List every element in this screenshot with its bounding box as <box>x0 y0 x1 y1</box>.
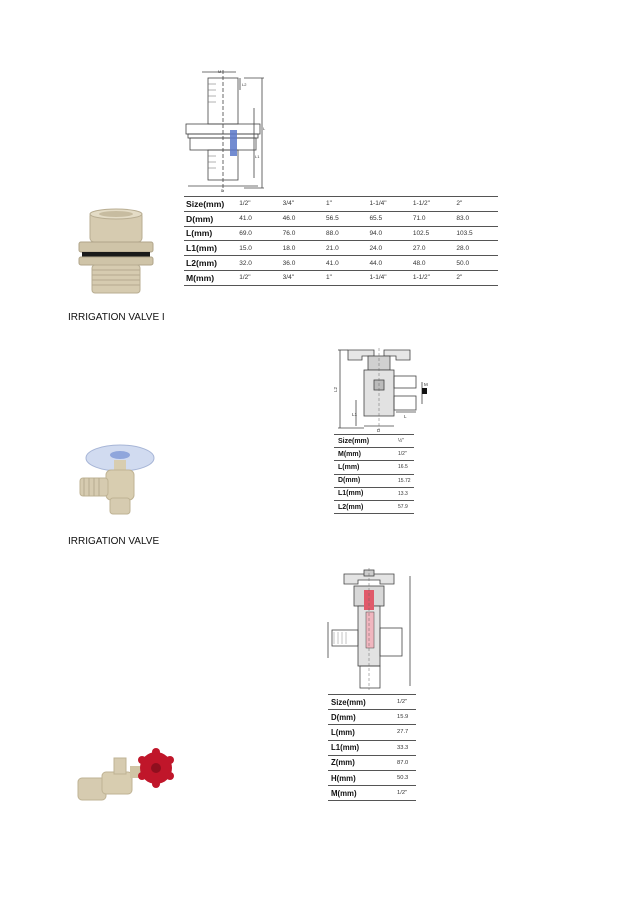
table-row <box>328 710 416 725</box>
drawing-label-d: D <box>221 188 224 193</box>
cell: 1/2" <box>398 451 407 458</box>
cell: 27.0 <box>412 244 426 252</box>
drawing-label-l2: L2 <box>333 386 338 392</box>
cell: 56.5 <box>326 215 339 223</box>
drawing-label-l1: L1 <box>255 154 260 159</box>
cell: 50.3 <box>397 775 409 782</box>
drawing-label-l: L <box>263 126 266 131</box>
row-label: M(mm) <box>186 272 215 283</box>
row-label: L2(mm) <box>186 258 218 269</box>
cell: 27.7 <box>397 729 409 736</box>
product-photo-tank-connector <box>76 208 156 296</box>
cell: 48.0 <box>412 259 426 267</box>
table-row <box>184 197 498 212</box>
technical-drawing-tank-connector <box>184 68 266 194</box>
cell: 13.3 <box>398 490 408 497</box>
product-photo-irrigation-valve <box>76 440 156 518</box>
caption-irrigation-valve: IRRIGATION VALVE <box>68 536 160 547</box>
table-row <box>334 435 414 448</box>
technical-drawing-irrigation-valve <box>334 346 430 432</box>
cell: 2" <box>456 274 463 282</box>
table-row <box>334 500 414 513</box>
spec-table-stop-valve <box>328 694 416 801</box>
drawing-label-m: M <box>424 382 428 387</box>
cell: 1/2" <box>397 790 408 797</box>
cell: 94.0 <box>369 229 383 237</box>
drawing-label-l1: L1 <box>352 412 358 417</box>
cell: 1/2" <box>397 699 408 706</box>
table-row <box>334 474 414 487</box>
row-label: L(mm) <box>186 228 213 239</box>
cell: 83.0 <box>456 215 470 223</box>
table-row <box>334 448 414 461</box>
caption-irrigation-valve-i: IRRIGATION VALVE I <box>68 312 165 323</box>
cell: 41.0 <box>239 215 252 223</box>
drawing-label-m: M <box>218 69 222 74</box>
row-label: D(mm) <box>338 477 361 485</box>
cell: 18.0 <box>282 244 296 252</box>
cell: 50.0 <box>456 259 470 267</box>
cell: 3/4" <box>282 274 294 282</box>
row-label: L1(mm) <box>338 490 364 498</box>
row-label: Size(mm) <box>186 198 225 209</box>
cell: 2" <box>456 200 463 208</box>
table-row <box>184 226 498 241</box>
spec-table-irrigation-valve <box>334 434 414 514</box>
row-label: Size(mm) <box>331 697 366 707</box>
table-row <box>184 241 498 256</box>
cell: 1-1/2" <box>412 274 430 282</box>
row-label: L2(mm) <box>338 503 364 511</box>
table-row <box>334 461 414 474</box>
cell: 102.5 <box>412 229 430 237</box>
drawing-label-l2: L2 <box>242 82 247 87</box>
row-label: Size(mm) <box>338 437 370 445</box>
row-label: D(mm) <box>186 213 214 224</box>
cell: 69.0 <box>239 229 252 237</box>
product-photo-stop-valve <box>74 748 178 806</box>
table-row <box>184 211 498 226</box>
cell: 1-1/2" <box>412 200 430 208</box>
cell: 21.0 <box>326 244 339 252</box>
row-label: L1(mm) <box>186 243 218 254</box>
spec-table-tank-connector <box>184 196 498 286</box>
cell: 36.0 <box>282 259 296 267</box>
drawing-label-l: L <box>404 414 407 419</box>
cell: 57.9 <box>398 504 408 511</box>
row-label: L(mm) <box>331 727 355 737</box>
table-row <box>328 770 416 785</box>
drawing-label-d: D <box>377 428 381 433</box>
cell: 28.0 <box>456 244 470 252</box>
cell: 24.0 <box>369 244 383 252</box>
cell: 15.72 <box>398 477 411 484</box>
cell: 88.0 <box>326 229 339 237</box>
table-row <box>334 487 414 500</box>
cell: ½" <box>398 438 404 445</box>
cell: 46.0 <box>282 215 296 223</box>
row-label: Z(mm) <box>331 758 355 768</box>
technical-drawing-stop-valve <box>324 566 416 692</box>
table-row <box>328 695 416 710</box>
cell: 16.5 <box>398 464 408 471</box>
cell: 41.0 <box>326 259 339 267</box>
table-row <box>184 270 498 285</box>
cell: 3/4" <box>282 200 294 208</box>
row-label: M(mm) <box>331 788 357 798</box>
cell: 15.9 <box>397 714 409 721</box>
cell: 65.5 <box>369 215 383 223</box>
cell: 1" <box>326 200 332 208</box>
cell: 76.0 <box>282 229 296 237</box>
cell: 1/2" <box>239 274 251 282</box>
cell: 32.0 <box>239 259 252 267</box>
cell: 44.0 <box>369 259 383 267</box>
table-row <box>328 786 416 801</box>
cell: 33.3 <box>397 744 409 751</box>
row-label: L1(mm) <box>331 743 360 753</box>
cell: 1-1/4" <box>369 274 387 282</box>
table-row <box>328 725 416 740</box>
cell: 1-1/4" <box>369 200 387 208</box>
cell: 103.5 <box>456 229 473 237</box>
cell: 1/2" <box>239 200 251 208</box>
row-label: L(mm) <box>338 463 360 471</box>
cell: 71.0 <box>412 215 426 223</box>
table-row <box>328 740 416 755</box>
row-label: H(mm) <box>331 773 356 783</box>
row-label: D(mm) <box>331 712 356 722</box>
table-row <box>328 755 416 770</box>
cell: 1" <box>326 274 332 282</box>
table-row <box>184 256 498 271</box>
cell: 87.0 <box>397 759 409 766</box>
cell: 15.0 <box>239 244 252 252</box>
row-label: M(mm) <box>338 450 361 458</box>
